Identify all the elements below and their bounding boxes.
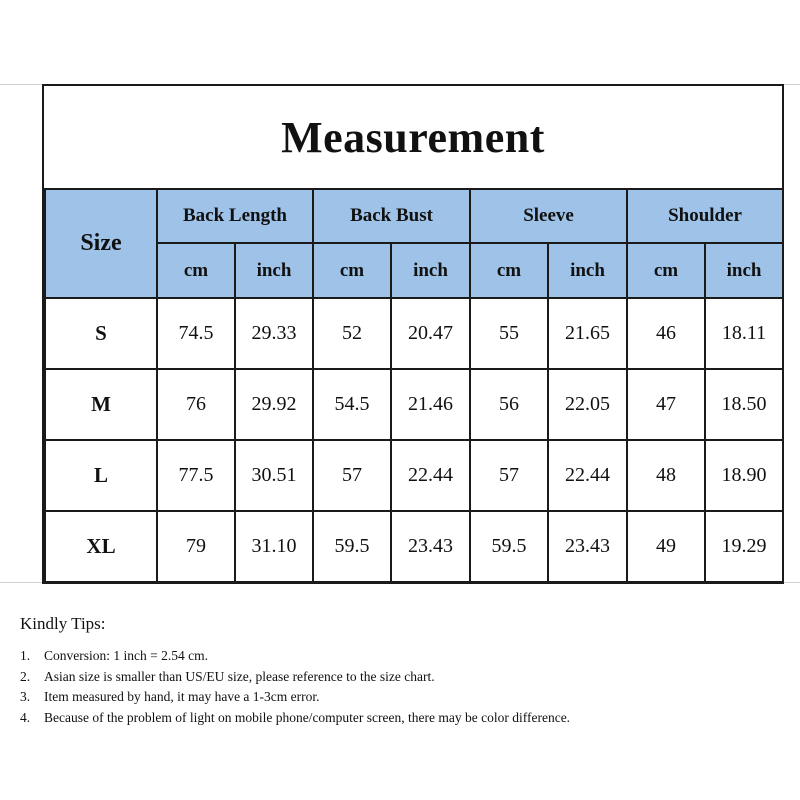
unit-inch-header: inch xyxy=(705,243,783,298)
table-cell: 77.5 xyxy=(157,440,235,511)
tips-title: Kindly Tips: xyxy=(20,614,106,633)
list-item xyxy=(20,646,640,667)
kindly-tips xyxy=(20,614,640,728)
table-cell: 76 xyxy=(157,369,235,440)
size-cell: XL xyxy=(45,511,157,582)
table-cell: 54.5 xyxy=(313,369,391,440)
table-cell: 57 xyxy=(470,440,548,511)
unit-inch-header: inch xyxy=(235,243,313,298)
size-cell: S xyxy=(45,298,157,369)
table-row xyxy=(45,369,783,440)
table-cell: 59.5 xyxy=(470,511,548,582)
table-cell: 29.92 xyxy=(235,369,313,440)
chart-title: Measurement xyxy=(281,112,545,162)
tip-number: 3. xyxy=(20,689,31,704)
table-cell: 19.29 xyxy=(705,511,783,582)
table-cell: 18.50 xyxy=(705,369,783,440)
size-header: Size xyxy=(45,189,157,298)
tip-text: Item measured by hand, it may have a 1-3cm error. xyxy=(44,689,320,704)
table-cell: 48 xyxy=(627,440,705,511)
table-cell: 22.44 xyxy=(391,440,470,511)
list-item xyxy=(20,687,640,708)
table-cell: 56 xyxy=(470,369,548,440)
tip-text: Conversion: 1 inch = 2.54 cm. xyxy=(44,648,208,663)
header-back-length: Back Length xyxy=(157,189,313,243)
header-back-bust: Back Bust xyxy=(313,189,470,243)
table-cell: 23.43 xyxy=(548,511,627,582)
size-cell: M xyxy=(45,369,157,440)
table-cell: 46 xyxy=(627,298,705,369)
table-cell: 79 xyxy=(157,511,235,582)
tips-list xyxy=(20,646,640,728)
table-cell: 74.5 xyxy=(157,298,235,369)
list-item xyxy=(20,667,640,688)
tip-number: 2. xyxy=(20,668,31,684)
size-cell: L xyxy=(45,440,157,511)
table-cell: 21.65 xyxy=(548,298,627,369)
table-row xyxy=(45,440,783,511)
header-shoulder: Shoulder xyxy=(627,189,783,243)
unit-cm-header: cm xyxy=(627,243,705,298)
table-cell: 59.5 xyxy=(313,511,391,582)
table-cell: 30.51 xyxy=(235,440,313,511)
size-table xyxy=(44,188,784,583)
tip-number: 1. xyxy=(20,648,31,663)
table-cell: 20.47 xyxy=(391,298,470,369)
table-cell: 23.43 xyxy=(391,511,470,582)
unit-cm-header: cm xyxy=(157,243,235,298)
tip-number: 4. xyxy=(20,709,31,725)
table-cell: 22.44 xyxy=(548,440,627,511)
size-chart xyxy=(42,84,784,584)
table-row xyxy=(45,511,783,582)
unit-inch-header: inch xyxy=(391,243,470,298)
table-cell: 18.11 xyxy=(705,298,783,369)
unit-cm-header: cm xyxy=(313,243,391,298)
header-sleeve: Sleeve xyxy=(470,189,627,243)
table-cell: 49 xyxy=(627,511,705,582)
table-cell: 31.10 xyxy=(235,511,313,582)
table-row xyxy=(45,298,783,369)
table-cell: 52 xyxy=(313,298,391,369)
header-row-groups xyxy=(45,189,783,243)
tip-text: Because of the problem of light on mobile phone/computer screen, there may be color difference. xyxy=(44,709,571,725)
table-cell: 29.33 xyxy=(235,298,313,369)
table-cell: 57 xyxy=(313,440,391,511)
tip-text: Asian size is smaller than US/EU size, please reference to the size chart. xyxy=(44,668,435,684)
table-cell: 21.46 xyxy=(391,369,470,440)
unit-cm-header: cm xyxy=(470,243,548,298)
table-cell: 55 xyxy=(470,298,548,369)
table-cell: 47 xyxy=(627,369,705,440)
list-item xyxy=(20,708,640,729)
table-cell: 22.05 xyxy=(548,369,627,440)
unit-inch-header: inch xyxy=(548,243,627,298)
table-cell: 18.90 xyxy=(705,440,783,511)
